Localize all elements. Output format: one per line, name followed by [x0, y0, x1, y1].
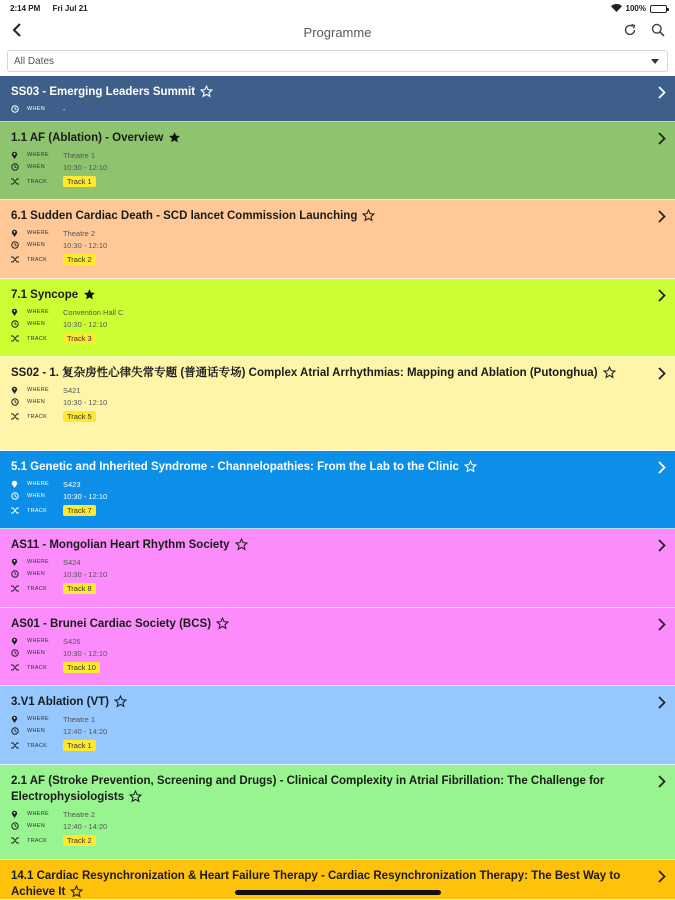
clock-icon	[11, 105, 27, 113]
session-title	[11, 130, 645, 149]
favorite-star-icon[interactable]	[216, 617, 229, 635]
clock-icon	[11, 241, 27, 249]
shuffle-icon	[11, 837, 27, 844]
meta-label: WHEN	[27, 493, 46, 499]
wifi-icon	[611, 4, 622, 14]
meta-label: WHERE	[27, 387, 49, 393]
session-title	[11, 459, 645, 478]
track-badge: Track 2	[63, 835, 96, 846]
battery-percent: 100%	[625, 4, 646, 13]
session-meta-where	[11, 227, 645, 239]
session-title-text: 6.1 Sudden Cardiac Death - SCD lancet Commission Launching	[11, 210, 358, 222]
session-title-text: 2.1 AF (Stroke Prevention, Screening and Drugs) - Clinical Complexity in Atrial Fibrillation: The Challenge for Electrophysiologists	[11, 775, 605, 803]
clock-icon	[11, 649, 27, 657]
refresh-button[interactable]	[621, 23, 639, 41]
session-meta-track	[11, 737, 645, 754]
shuffle-icon	[11, 585, 27, 592]
session-title-text: 7.1 Syncope	[11, 289, 79, 301]
session-meta-where	[11, 713, 645, 725]
session-when: 10:30 - 12:10	[63, 162, 108, 172]
meta-label: WHERE	[27, 230, 49, 236]
chevron-right-icon	[658, 210, 666, 228]
session-where: Theatre 2	[63, 809, 96, 819]
session-meta-where	[11, 635, 645, 647]
home-indicator	[235, 890, 441, 895]
session-when: 12:40 - 14:20	[63, 726, 108, 736]
track-badge: Track 2	[63, 254, 96, 265]
meta-label: WHEN	[27, 650, 46, 656]
meta-label: TRACK	[27, 507, 48, 514]
chevron-right-icon	[658, 775, 666, 793]
session-meta-where	[11, 478, 645, 490]
meta-label: WHERE	[27, 309, 49, 315]
session-title	[11, 287, 645, 306]
session-where: S421	[63, 385, 81, 395]
session-meta-where	[11, 306, 645, 318]
session-title	[11, 616, 645, 635]
session-title	[11, 868, 645, 900]
shuffle-icon	[11, 507, 27, 514]
location-pin-icon	[11, 151, 27, 159]
location-pin-icon	[11, 386, 27, 394]
meta-label: TRACK	[27, 664, 48, 671]
session-title-text: SS02 - 1. 复杂房性心律失常专题 (普通话专场) Complex Atrial Arrhythmias: Mapping and Ablation (Putonghua)	[11, 367, 598, 379]
session-row[interactable]	[0, 529, 675, 608]
meta-label: WHEN	[27, 164, 46, 170]
session-row[interactable]	[0, 765, 675, 860]
session-where: S423	[63, 479, 81, 489]
meta-label: WHEN	[27, 242, 46, 248]
meta-label: WHEN	[27, 106, 46, 112]
session-meta-when	[11, 103, 645, 115]
session-title	[11, 208, 645, 227]
clock-icon	[11, 320, 27, 328]
session-row[interactable]	[0, 357, 675, 451]
location-pin-icon	[11, 637, 27, 645]
session-meta-track	[11, 659, 645, 676]
session-meta-when	[11, 647, 645, 659]
chevron-right-icon	[658, 132, 666, 150]
location-pin-icon	[11, 558, 27, 566]
back-button[interactable]	[8, 21, 26, 43]
session-list	[0, 76, 675, 900]
session-title-text: AS11 - Mongolian Heart Rhythm Society	[11, 539, 230, 551]
favorite-star-icon[interactable]	[70, 885, 83, 900]
favorite-star-icon[interactable]	[362, 209, 375, 227]
clock-icon	[11, 822, 27, 830]
chevron-right-icon	[658, 461, 666, 479]
chevron-right-icon	[658, 86, 666, 104]
session-title-text: 3.V1 Ablation (VT)	[11, 696, 109, 708]
session-row[interactable]	[0, 122, 675, 200]
session-title-text: AS01 - Brunei Cardiac Society (BCS)	[11, 618, 212, 630]
meta-label: TRACK	[27, 335, 48, 342]
nav-bar	[0, 17, 675, 47]
favorite-star-icon[interactable]	[168, 131, 181, 149]
clock-icon	[11, 570, 27, 578]
session-title	[11, 84, 645, 103]
session-meta-track	[11, 502, 645, 519]
session-row[interactable]	[0, 686, 675, 765]
meta-label: WHERE	[27, 638, 49, 644]
meta-label: TRACK	[27, 178, 48, 185]
session-row[interactable]	[0, 76, 675, 122]
session-title	[11, 537, 645, 556]
nav-actions	[621, 23, 667, 41]
favorite-star-icon[interactable]	[129, 790, 142, 808]
shuffle-icon	[11, 256, 27, 263]
battery-icon	[650, 5, 667, 13]
meta-label: TRACK	[27, 837, 48, 844]
session-title	[11, 694, 645, 713]
session-row[interactable]	[0, 451, 675, 529]
session-row[interactable]	[0, 608, 675, 686]
location-pin-icon	[11, 715, 27, 723]
session-when: 10:30 - 12:10	[63, 648, 108, 658]
location-pin-icon	[11, 308, 27, 316]
session-meta-when	[11, 725, 645, 737]
page-title: Programme	[303, 24, 372, 40]
track-badge: Track 5	[63, 411, 96, 422]
session-row[interactable]	[0, 200, 675, 279]
session-meta-where	[11, 556, 645, 568]
session-title-text: 5.1 Genetic and Inherited Syndrome - Channelopathies: From the Lab to the Clinic	[11, 461, 459, 473]
track-badge: Track 7	[63, 505, 96, 516]
track-badge: Track 10	[63, 662, 100, 673]
session-where: Theatre 1	[63, 150, 96, 160]
session-meta-track	[11, 173, 645, 190]
meta-label: TRACK	[27, 585, 48, 592]
session-meta-track	[11, 580, 645, 597]
session-where: Theatre 1	[63, 714, 96, 724]
chevron-right-icon	[658, 870, 666, 888]
track-badge: Track 1	[63, 176, 96, 187]
session-meta-when	[11, 318, 645, 330]
status-date: Fri Jul 21	[52, 4, 88, 13]
favorite-star-icon[interactable]	[235, 538, 248, 556]
session-when: 10:30 - 12:10	[63, 240, 108, 250]
favorite-star-icon[interactable]	[114, 695, 127, 713]
meta-label: WHERE	[27, 811, 49, 817]
favorite-star-icon[interactable]	[603, 366, 616, 384]
clock-icon	[11, 163, 27, 171]
clock-icon	[11, 727, 27, 735]
meta-label: TRACK	[27, 413, 48, 420]
session-where: S424	[63, 557, 81, 567]
session-meta-track	[11, 408, 645, 425]
location-pin-icon	[11, 229, 27, 237]
status-left	[10, 4, 98, 13]
shuffle-icon	[11, 742, 27, 749]
clock-icon	[11, 492, 27, 500]
session-meta-when	[11, 396, 645, 408]
meta-label: WHERE	[27, 559, 49, 565]
session-meta-track	[11, 251, 645, 268]
session-meta-when	[11, 820, 645, 832]
meta-label: WHEN	[27, 728, 46, 734]
track-badge: Track 8	[63, 583, 96, 594]
session-when: 12:40 - 14:20	[63, 821, 108, 831]
session-when: 10:30 - 12:10	[63, 319, 108, 329]
session-title	[11, 773, 645, 808]
chevron-right-icon	[658, 618, 666, 636]
chevron-right-icon	[658, 289, 666, 307]
meta-label: WHERE	[27, 152, 49, 158]
track-badge: Track 1	[63, 740, 96, 751]
shuffle-icon	[11, 664, 27, 671]
session-meta-when	[11, 490, 645, 502]
session-row[interactable]	[0, 279, 675, 357]
favorite-star-icon[interactable]	[200, 85, 213, 103]
session-meta-where	[11, 808, 645, 820]
session-where: Theatre 2	[63, 228, 96, 238]
date-filter-value: All Dates	[14, 55, 55, 67]
session-title-text: 14.1 Cardiac Resynchronization & Heart Failure Therapy - Cardiac Resynchronization Therapy: The Best Way to Achieve It	[11, 870, 621, 898]
meta-label: WHEN	[27, 571, 46, 577]
favorite-star-icon[interactable]	[464, 460, 477, 478]
chevron-right-icon	[658, 539, 666, 557]
caret-down-icon	[651, 56, 659, 67]
session-title	[11, 365, 645, 384]
session-meta-where	[11, 384, 645, 396]
session-when: 10:30 - 12:10	[63, 397, 108, 407]
meta-label: WHERE	[27, 716, 49, 722]
refresh-icon	[623, 23, 637, 42]
favorite-star-icon[interactable]	[83, 288, 96, 306]
meta-label: WHEN	[27, 321, 46, 327]
date-filter-select[interactable]	[7, 50, 668, 72]
meta-label: TRACK	[27, 742, 48, 749]
search-icon	[651, 23, 665, 42]
meta-label: WHEN	[27, 399, 46, 405]
status-time: 2:14 PM	[10, 4, 41, 13]
session-where: S426	[63, 636, 81, 646]
search-button[interactable]	[649, 23, 667, 41]
clock-icon	[11, 398, 27, 406]
chevron-right-icon	[658, 367, 666, 385]
track-badge: Track 3	[63, 333, 96, 344]
session-meta-when	[11, 239, 645, 251]
session-title-text: SS03 - Emerging Leaders Summit	[11, 86, 196, 98]
session-title-text: 1.1 AF (Ablation) - Overview	[11, 132, 164, 144]
session-when: 10:30 - 12:10	[63, 491, 108, 501]
location-pin-icon	[11, 810, 27, 818]
session-meta-track	[11, 330, 645, 347]
session-when: 10:30 - 12:10	[63, 569, 108, 579]
status-bar	[0, 0, 675, 17]
meta-label: WHERE	[27, 481, 49, 487]
session-meta-track	[11, 832, 645, 849]
meta-label: TRACK	[27, 256, 48, 263]
shuffle-icon	[11, 413, 27, 420]
location-pin-icon	[11, 480, 27, 488]
shuffle-icon	[11, 335, 27, 342]
session-meta-when	[11, 161, 645, 173]
session-when: -	[63, 104, 66, 114]
status-right	[611, 4, 667, 14]
shuffle-icon	[11, 178, 27, 185]
chevron-right-icon	[658, 696, 666, 714]
session-where: Convention Hall C	[63, 307, 124, 317]
chevron-left-icon	[12, 23, 22, 42]
session-meta-when	[11, 568, 645, 580]
session-meta-where	[11, 149, 645, 161]
meta-label: WHEN	[27, 823, 46, 829]
